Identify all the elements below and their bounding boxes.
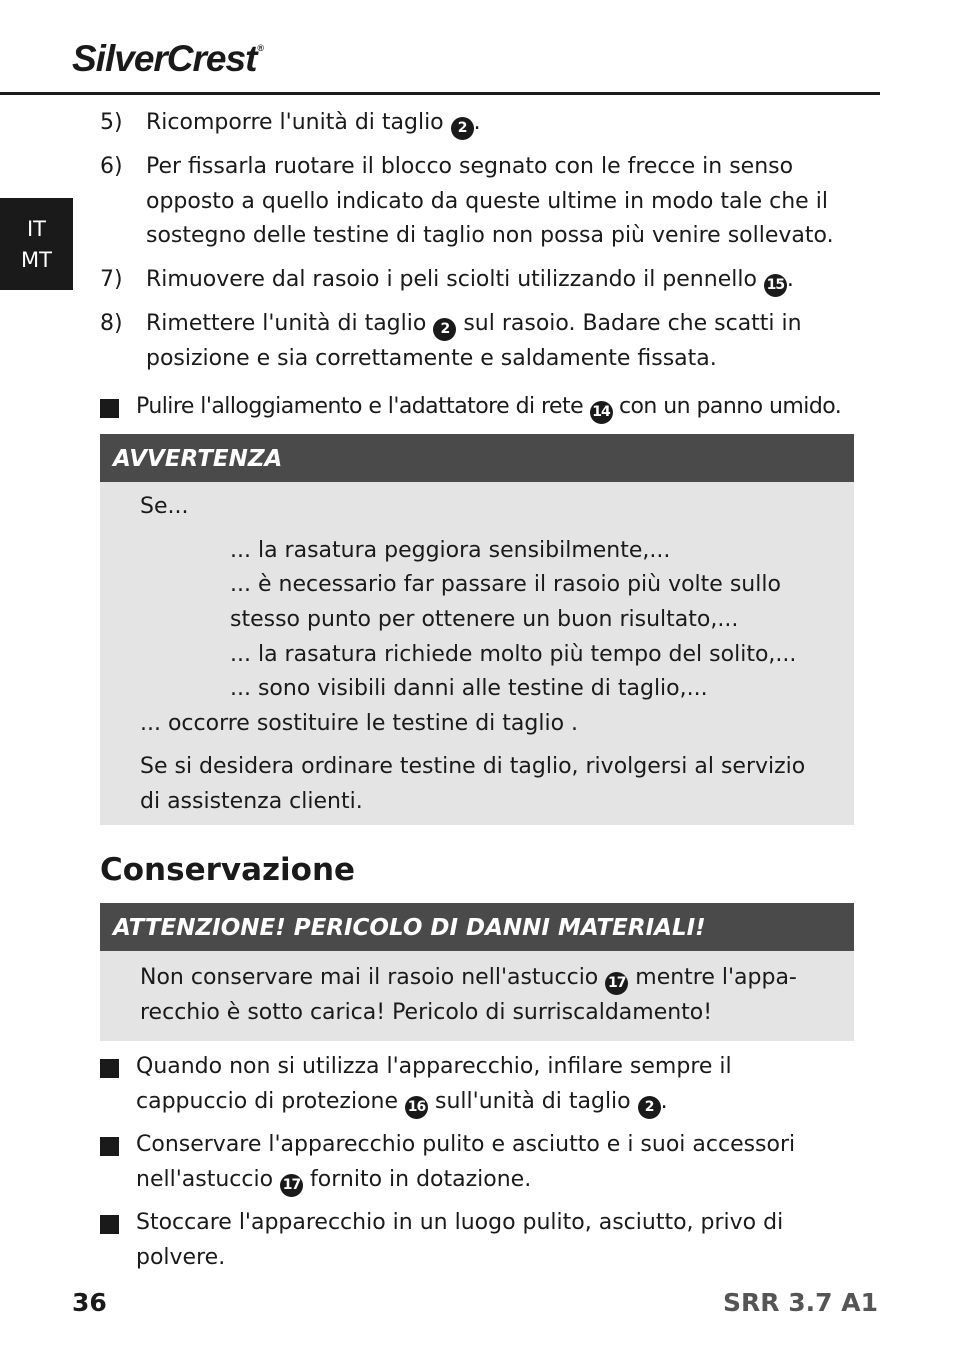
warning-note: Se si desidera ordinare testine di taglio, rivolgersi al servizio [140,754,806,779]
part-number-badge: 2 [638,1096,661,1119]
warning-condition: stesso punto per ottenere un buon risultato,... [230,607,739,632]
warning-intro: Se... [140,494,189,519]
part-number-badge: 17 [605,972,628,995]
warning-note: di assistenza clienti. [140,789,363,814]
part-number-badge: 15 [764,274,787,297]
header-rule [0,92,880,95]
brand-logo: SilverCrest® [72,38,264,79]
page-number: 36 [72,1288,107,1317]
bullet-text: Stoccare l'apparecchio in un luogo pulito, asciutto, privo di polvere. [136,1210,784,1270]
attention-panel [100,903,854,1041]
part-number-badge: 16 [405,1096,428,1119]
warning-condition: ... è necessario far passare il rasoio più volte sullo [230,572,781,597]
step-6 [100,150,860,254]
warning-condition: ... sono visibili danni alle testine di taglio,... [230,676,708,701]
bullet-store-clean: Conservare l'apparecchio pulito e asciutto e i suoi accessori nell'astuccio 17 fornito in dotazione. [100,1128,860,1197]
part-number-badge: 14 [590,401,613,424]
bullet-square-icon [100,1059,119,1078]
attention-title: ATTENZIONE! PERICOLO DI DANNI MATERIALI! [100,903,854,951]
bullet-square-icon [100,399,119,418]
warning-conclusion: ... occorre sostituire le testine di taglio . [140,711,579,736]
step-number: 6) [100,154,123,179]
bullet-protective-cap: Quando non si utilizza l'apparecchio, infilare sempre il cappuccio di protezione 16 sull'unità di taglio 2 . [100,1050,860,1119]
step-number: 5) [100,110,123,135]
model-number: SRR 3.7 A1 [723,1288,878,1317]
warning-title: AVVERTENZA [100,434,854,482]
language-tab [0,198,73,290]
bullet-square-icon [100,1215,119,1234]
step-number: 8) [100,311,123,336]
bullet-clean-housing: Pulire l'alloggiamento e l'adattatore di rete 14 con un panno umido. [100,390,860,425]
part-number-badge: 17 [280,1174,303,1197]
step-text: Per fissarla ruotare il blocco segnato con le frecce in senso opposto a quello indicato da queste ultime in modo tale che il sostegno delle testine di taglio non possa più venire sollevato. [146,154,834,248]
warning-panel [100,434,854,825]
step-number: 7) [100,267,123,292]
part-number-badge: 2 [451,117,474,140]
step-8: 8) Rimettere l'unità di taglio 2 sul rasoio. Badare che scatti in posizione e sia correttamente e saldamente fissata. [100,307,860,376]
step-7: 7) Rimuovere dal rasoio i peli sciolti utilizzando il pennello 15 . [100,263,860,298]
part-number-badge: 2 [433,318,456,341]
attention-text: recchio è sotto carica! Pericolo di surriscaldamento! [140,1000,713,1025]
language-code-it: IT [26,217,47,241]
language-code-mt: MT [21,248,52,272]
attention-text: Non conservare mai il rasoio nell'astuccio 17 mentre l'appa- [140,961,797,996]
warning-condition: ... la rasatura richiede molto più tempo del solito,... [230,642,797,667]
step-5: 5) Ricomporre l'unità di taglio 2 . [100,106,860,141]
bullet-square-icon [100,1137,119,1156]
bullet-store-location [100,1206,860,1275]
section-title: Conservazione [100,852,356,888]
warning-condition: ... la rasatura peggiora sensibilmente,... [230,538,671,563]
